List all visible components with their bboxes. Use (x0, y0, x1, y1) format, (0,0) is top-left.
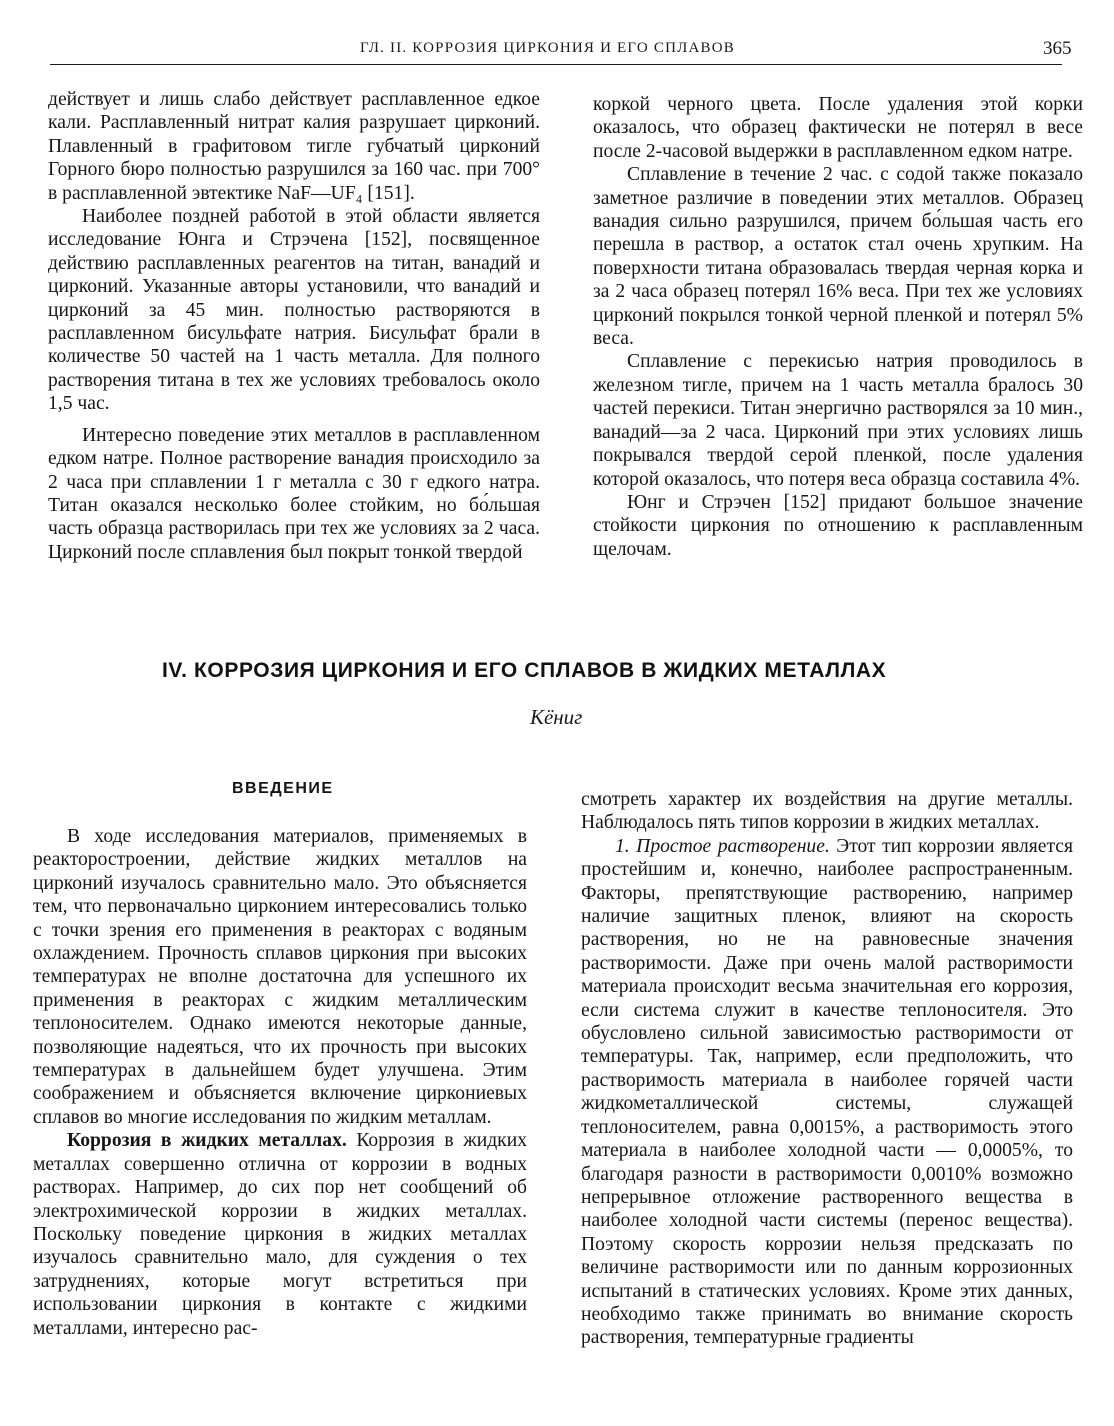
paragraph: коркой черного цвета. После удаления этой корки оказалось, что образец фактически не потерял в весе после 2-часовой выдержки в расплавленном едком натре. (593, 94, 1083, 162)
top-right-column (593, 93, 1083, 561)
paragraph: Юнг и Стрэчен [152] придают большое значение стойкости циркония по отношению к расплавленным щелочам. (593, 491, 1083, 560)
bottom-left-column (33, 825, 527, 1340)
paragraph-body: Этот тип коррозии является простейшим и, конечно, наиболее распространенным. Факторы, препятствующие растворению, например наличие защитных пленок, влияют на скорость растворения, но не на равновесные значения растворимости. Даже при очень малой растворимости материала происходит весьма значительная его коррозия, если система служит в качестве теплоносителя. Это обусловлено сильной зависимостью растворимости от температуры. Так, например, если предположить, что растворимость материала в наиболее горячей части жидкометаллической системы, служащей теплоносителем, равна 0,0015%, а растворимость этого материала в наиболее холодной части — 0,0005%, то благодаря разности в растворимости 0,0010% возможно непрерывное отложение растворенного вещества в наиболее холодной части системы (перенос вещества). Поэтому скорость коррозии нельзя предсказать по величине растворимости или по данным коррозионных испытаний в статических условиях. Кроме этих данных, необходимо также принимать во внимание скорость растворения, температурные градиенты (581, 835, 1073, 1349)
paragraph: В ходе исследования материалов, применяемых в реакторостроении, действие жидких металлов на цирконий изучалось сравнительно мало. Это объясняется тем, что первоначально цирконием интересовались только с точки зрения его применения в реакторах с водяным охлаждением. Прочность сплавов циркония при высоких температурах не вполне достаточна для успешного их применения в реакторах с жидким металлическим теплоносителем. Однако имеются некоторые данные, позволяющие надеяться, что их прочность при высоких температурах в дальнейшем будет улучшена. Этим соображением и объясняется включение циркониевых сплавов во многие исследования по жидким металлам. (33, 826, 527, 1128)
page-number: 365 (1043, 38, 1072, 59)
run-in-heading: 1. Простое растворение. (615, 835, 830, 857)
paragraph: Интересно поведение этих металлов в расплавленном едком натре. Полное растворение ванадия происходило за 2 часа при сплавлении 1 г металла с 30 г едкого натра. Титан оказался несколько более стойким, но бо́льшая часть образца растворилась при тех же условиях за 2 часа. Цирконий после сплавления был покрыт тонкой твердой (48, 424, 540, 563)
paragraph: Наиболее поздней работой в этой области является исследование Юнга и Стрэчена [152], посвященное действию расплавленных реагентов на титан, ванадий и цирконий. Указанные авторы установили, что ванадий и цирконий за 45 мин. полностью растворяются в расплавленном бисульфате натрия. Бисульфат брали в количестве 50 частей на 1 часть металла. Для полного растворения титана в тех же условиях требовалось около 1,5 час. (48, 206, 540, 415)
bottom-right-column (581, 788, 1073, 1350)
paragraph: действует и лишь слабо действует расплавленное едкое кали. Расплавленный нитрат калия разрушает цирконий. Плавленный в графитовом тигле губчатый цирконий Горного бюро полностью разрушился за 160 час. при 700° в расплавленной эвтектике NaF—UF₄ [151]. (48, 89, 540, 204)
top-left-column (48, 88, 540, 564)
paragraph (33, 1129, 527, 1340)
section-author: Кёниг (530, 705, 583, 729)
paragraph-body: Коррозия в жидких металлах совершенно отлична от коррозии в водных растворах. Например, до сих пор нет сообщений об электрохимической коррозии в жидких металлах. Поскольку поведение циркония в жидких металлах изучалось сравнительно мало, для суждения о тех затруднениях, которые могут встретиться при использовании циркония в контакте с жидкими металлами, интересно рас- (33, 1130, 527, 1339)
section-title: IV. КОРРОЗИЯ ЦИРКОНИЯ И ЕГО СПЛАВОВ В ЖИДКИХ МЕТАЛЛАХ (162, 659, 887, 682)
subheading: ВВЕДЕНИЕ (232, 780, 334, 797)
paragraph: Сплавление в течение 2 час. с содой также показало заметное различие в поведении этих металлов. Образец ванадия сильно разрушился, причем бо́льшая часть его перешла в раствор, а остаток стал очень хрупким. На поверхности титана образовалась твердая черная корка и за 2 часа образец потерял 16% веса. При тех же условиях цирконий покрылся тонкой черной пленкой и потерял 5% веса. (593, 164, 1083, 350)
header-rule (50, 64, 1062, 65)
paragraph: Сплавление с перекисью натрия проводилось в железном тигле, причем на 1 часть металла бралось 30 частей перекиси. Титан энергично растворялся за 10 мин., ванадий—за 2 часа. Цирконий при этих условиях лишь покрывался твердой серой пленкой, после удаления которой оказалось, что потеря веса образца составила 4%. (593, 351, 1083, 490)
paragraph: смотреть характер их воздействия на другие металлы. Наблюдалось пять типов коррозии в жидких металлах. (581, 789, 1073, 834)
paragraph (581, 835, 1073, 1350)
run-in-heading: Коррозия в жидких металлах. (67, 1130, 347, 1152)
running-header-title: ГЛ. II. КОРРОЗИЯ ЦИРКОНИЯ И ЕГО СПЛАВОВ (360, 40, 735, 56)
